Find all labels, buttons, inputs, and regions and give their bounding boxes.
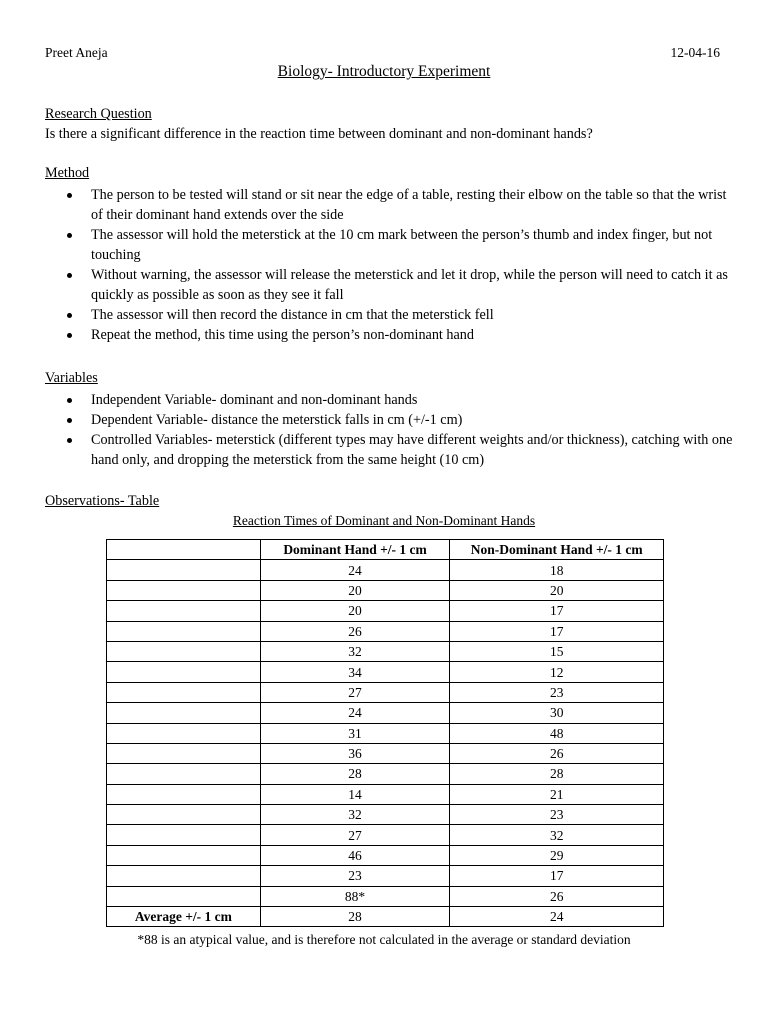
dominant-value: 31 — [260, 723, 450, 743]
trial-label-cell — [107, 580, 261, 600]
table-row — [107, 560, 664, 580]
non-dominant-value: 18 — [450, 560, 664, 580]
non-dominant-value: 12 — [450, 662, 664, 682]
variables-list — [45, 390, 735, 470]
method-item: The person to be tested will stand or sit near the edge of a table, resting their elbow on the table so that the wrist of their dominant hand extends over the side — [45, 185, 735, 225]
average-label: Average +/- 1 cm — [107, 907, 261, 927]
trial-label-cell — [107, 743, 261, 763]
table-row — [107, 845, 664, 865]
dominant-value: 88* — [260, 886, 450, 906]
research-question-text: Is there a significant difference in the reaction time between dominant and non-dominant hands? — [45, 126, 593, 142]
dominant-value: 24 — [260, 560, 450, 580]
method-heading: Method — [45, 165, 90, 181]
dominant-value: 20 — [260, 580, 450, 600]
table-body — [107, 560, 664, 927]
table-row — [107, 601, 664, 621]
table-row — [107, 641, 664, 661]
variable-item: Independent Variable- dominant and non-dominant hands — [45, 390, 735, 410]
non-dominant-value: 26 — [450, 743, 664, 763]
table-row — [107, 825, 664, 845]
dominant-value: 32 — [260, 805, 450, 825]
trial-label-cell — [107, 805, 261, 825]
non-dominant-average: 24 — [450, 907, 664, 927]
table-row — [107, 580, 664, 600]
trial-label-cell — [107, 764, 261, 784]
variable-item: Dependent Variable- distance the meterstick falls in cm (+/-1 cm) — [45, 410, 735, 430]
dominant-value: 28 — [260, 764, 450, 784]
trial-label-cell — [107, 662, 261, 682]
table-row — [107, 784, 664, 804]
trial-label-cell — [107, 682, 261, 702]
dominant-value: 36 — [260, 743, 450, 763]
table-caption: Reaction Times of Dominant and Non-Dominant Hands — [232, 513, 536, 528]
table-row — [107, 703, 664, 723]
trial-label-cell — [107, 723, 261, 743]
dominant-average: 28 — [260, 907, 450, 927]
average-row — [107, 907, 664, 927]
document-title: Biology- Introductory Experiment — [277, 63, 491, 80]
trial-label-cell — [107, 784, 261, 804]
non-dominant-value: 20 — [450, 580, 664, 600]
non-dominant-value: 28 — [450, 764, 664, 784]
non-dominant-value: 17 — [450, 866, 664, 886]
non-dominant-value: 29 — [450, 845, 664, 865]
non-dominant-value: 48 — [450, 723, 664, 743]
table-row — [107, 764, 664, 784]
observations-table — [106, 539, 664, 927]
dominant-value: 34 — [260, 662, 450, 682]
non-dominant-value: 26 — [450, 886, 664, 906]
non-dominant-value: 23 — [450, 682, 664, 702]
table-row — [107, 886, 664, 906]
table-row — [107, 743, 664, 763]
table-header-row — [107, 540, 664, 560]
table-row — [107, 621, 664, 641]
variables-heading: Variables — [45, 370, 98, 386]
method-item: The assessor will then record the distance in cm that the meterstick fell — [45, 305, 735, 325]
dominant-value: 23 — [260, 866, 450, 886]
trial-label-cell — [107, 866, 261, 886]
table-row — [107, 805, 664, 825]
header-dominant: Dominant Hand +/- 1 cm — [260, 540, 450, 560]
table-row — [107, 662, 664, 682]
dominant-value: 46 — [260, 845, 450, 865]
method-list — [45, 185, 735, 345]
table-footnote: *88 is an atypical value, and is therefore not calculated in the average or standard deviation — [137, 932, 631, 947]
trial-label-cell — [107, 886, 261, 906]
dominant-value: 20 — [260, 601, 450, 621]
header-blank-cell — [107, 540, 261, 560]
dominant-value: 26 — [260, 621, 450, 641]
table-row — [107, 682, 664, 702]
dominant-value: 27 — [260, 682, 450, 702]
non-dominant-value: 15 — [450, 641, 664, 661]
trial-label-cell — [107, 845, 261, 865]
table-row — [107, 866, 664, 886]
trial-label-cell — [107, 621, 261, 641]
trial-label-cell — [107, 641, 261, 661]
non-dominant-value: 30 — [450, 703, 664, 723]
observations-heading: Observations- Table — [45, 493, 160, 509]
non-dominant-value: 21 — [450, 784, 664, 804]
method-item: The assessor will hold the meterstick at the 10 cm mark between the person’s thumb and index finger, but not touching — [45, 225, 735, 265]
header-non-dominant: Non-Dominant Hand +/- 1 cm — [450, 540, 664, 560]
table-row — [107, 723, 664, 743]
dominant-value: 14 — [260, 784, 450, 804]
dominant-value: 24 — [260, 703, 450, 723]
dominant-value: 32 — [260, 641, 450, 661]
trial-label-cell — [107, 825, 261, 845]
trial-label-cell — [107, 560, 261, 580]
research-question-heading: Research Question — [45, 106, 152, 122]
method-item: Repeat the method, this time using the person’s non-dominant hand — [45, 325, 735, 345]
dominant-value: 27 — [260, 825, 450, 845]
method-item: Without warning, the assessor will release the meterstick and let it drop, while the person will need to catch it as quickly as possible as soon as they see it fall — [45, 265, 735, 305]
document-date: 12-04-16 — [670, 45, 720, 60]
non-dominant-value: 23 — [450, 805, 664, 825]
author-name: Preet Aneja — [45, 45, 108, 60]
non-dominant-value: 17 — [450, 621, 664, 641]
non-dominant-value: 17 — [450, 601, 664, 621]
trial-label-cell — [107, 703, 261, 723]
non-dominant-value: 32 — [450, 825, 664, 845]
variable-item: Controlled Variables- meterstick (different types may have different weights and/or thickness), catching with one hand only, and dropping the meterstick from the same height (10 cm) — [45, 430, 735, 470]
trial-label-cell — [107, 601, 261, 621]
